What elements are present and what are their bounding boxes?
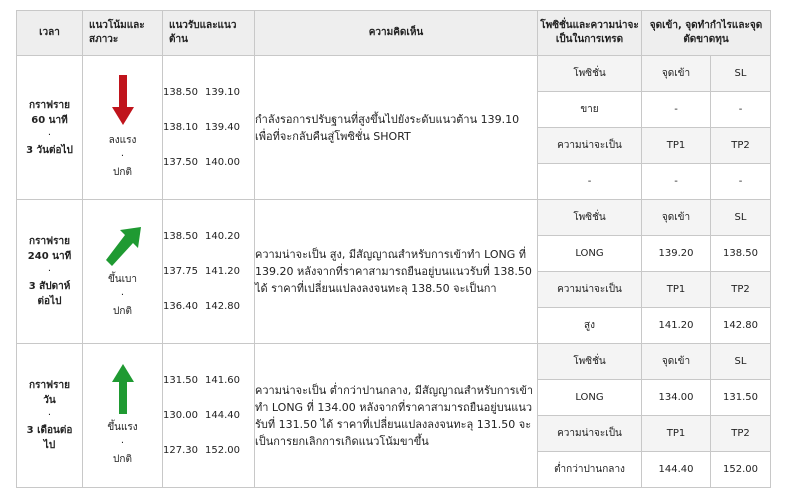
level-pair [163,289,254,324]
entry-label: จุดเข้า [642,200,711,236]
position-value: ขาย [538,92,642,128]
timeframe-horizon: 3 วันต่อไป [26,144,73,156]
timeframe-cell [17,200,83,344]
tp1-value: 141.20 [642,308,711,344]
entry-value: 134.00 [642,380,711,416]
forecast-table [16,10,771,488]
resistance-value: 144.40 [205,410,240,421]
timeframe-horizon: 3 เดือนต่อ [26,425,73,436]
position-label: โพซิชั่น [538,56,642,92]
timeframe-label: กราฟราย [29,99,70,111]
trend-condition: ปกติ [113,305,132,317]
tp2-value: - [711,164,771,200]
timeframe-separator: · [47,410,52,421]
tp1-label: TP1 [642,272,711,308]
trend-separator: · [120,150,125,162]
entry-value: 139.20 [642,236,711,272]
support-value: 127.30 [163,445,198,456]
up-arrow-icon [112,364,134,414]
support-value: 137.50 [163,157,198,168]
support-value: 136.40 [163,301,198,312]
comment-cell: ความน่าจะเป็น ต่ำกว่าปานกลาง, มีสัญญาณสำหรับการเข้าทำ LONG ที่ 134.00 หลังจากที่ราคาสามารถยืนอยู่บนแนวรับที่ 131.50 ได้ ราคาที่เปลี่ยนแปลงลงจนทะลุ 131.50 จะเป็นการยกเลิกการเกิดแนวโน้มขาขึ้น [255,344,538,488]
resistance-value: 139.10 [205,87,240,98]
timeframe-label: กราฟราย [29,236,70,247]
sl-value: - [711,92,771,128]
tp2-value: 142.80 [711,308,771,344]
position-value: LONG [538,236,642,272]
level-pair [163,254,254,289]
trend-cell [83,344,163,488]
level-pair [163,363,254,398]
header-trend: แนวโน้มและสภาวะ [83,11,163,56]
levels-cell [163,200,255,344]
header-entry: จุดเข้า, จุดทำกำไรและจุดตัดขาดทุน [642,11,771,56]
header-levels: แนวรับและแนวต้าน [163,11,255,56]
timeframe-cell [17,344,83,488]
comment-cell: ความน่าจะเป็น สูง, มีสัญญาณสำหรับการเข้าทำ LONG ที่ 139.20 หลังจากที่ราคาสามารถยืนอยู่บนแนวรับที่ 138.50 ได้ ราคาที่เปลี่ยนแปลงลงจนทะลุ 138.50 จะเป็นกา [255,200,538,344]
level-pair [163,398,254,433]
probability-value: สูง [538,308,642,344]
tp2-value: 152.00 [711,452,771,488]
tp1-label: TP1 [642,416,711,452]
timeframe-label: 240 นาที [27,251,72,262]
probability-label: ความน่าจะเป็น [538,128,642,164]
sl-value: 131.50 [711,380,771,416]
timeframe-cell [17,56,83,200]
trend-strength: ลงแรง [108,134,137,146]
tp1-value: 144.40 [642,452,711,488]
sl-label: SL [711,200,771,236]
timeframe-label: 60 นาที [31,114,68,126]
trend-condition: ปกติ [113,166,132,178]
header-time: เวลา [17,11,83,56]
resistance-value: 140.00 [205,157,240,168]
position-value: LONG [538,380,642,416]
timeframe-separator: · [47,129,52,141]
timeframe-horizon: ไป [43,440,56,451]
level-pair [163,145,254,180]
support-value: 130.00 [163,410,198,421]
support-value: 138.50 [163,231,198,242]
timeframe-horizon: 3 สัปดาห์ [28,281,71,292]
header-row [17,11,771,56]
down-arrow-icon [112,75,134,127]
trend-condition: ปกติ [113,453,132,465]
entry-value: - [642,92,711,128]
tp1-value: - [642,164,711,200]
up-right-arrow-icon [103,224,143,266]
timeframe-label: กราฟราย [29,380,70,391]
tp2-label: TP2 [711,272,771,308]
support-value: 131.50 [163,375,198,386]
resistance-value: 141.20 [205,266,240,277]
table-row [17,200,771,236]
trend-cell [83,200,163,344]
header-position: โพซิชั่นและความน่าจะเป็นในการเทรด [538,11,642,56]
table-row [17,344,771,380]
probability-label: ความน่าจะเป็น [538,272,642,308]
sl-label: SL [711,344,771,380]
level-pair [163,110,254,145]
table-row [17,56,771,92]
level-pair [163,433,254,468]
level-pair [163,219,254,254]
entry-label: จุดเข้า [642,344,711,380]
probability-value: ต่ำกว่าปานกลาง [538,452,642,488]
support-value: 138.10 [163,122,198,133]
levels-cell [163,56,255,200]
resistance-value: 140.20 [205,231,240,242]
level-pair [163,75,254,110]
header-comment: ความคิดเห็น [255,11,538,56]
timeframe-horizon: ต่อไป [37,296,62,307]
levels-cell [163,344,255,488]
position-label: โพซิชั่น [538,344,642,380]
timeframe-label: วัน [43,395,56,406]
entry-label: จุดเข้า [642,56,711,92]
support-value: 137.75 [163,266,198,277]
probability-value: - [538,164,642,200]
timeframe-separator: · [47,266,52,277]
support-value: 138.50 [163,87,198,98]
comment-cell: กำลังรอการปรับฐานที่สูงขึ้นไปยังระดับแนวต้าน 139.10 เพื่อที่จะกลับคืนสู่โพซิชั่น SHORT [255,56,538,200]
resistance-value: 142.80 [205,301,240,312]
probability-label: ความน่าจะเป็น [538,416,642,452]
resistance-value: 139.40 [205,122,240,133]
resistance-value: 141.60 [205,375,240,386]
position-label: โพซิชั่น [538,200,642,236]
resistance-value: 152.00 [205,445,240,456]
tp1-label: TP1 [642,128,711,164]
trend-separator: · [120,437,125,449]
sl-value: 138.50 [711,236,771,272]
sl-label: SL [711,56,771,92]
trend-separator: · [120,289,125,301]
tp2-label: TP2 [711,416,771,452]
tp2-label: TP2 [711,128,771,164]
trend-cell [83,56,163,200]
trend-strength: ขึ้นแรง [107,421,138,433]
trend-strength: ขึ้นเบา [107,273,138,285]
